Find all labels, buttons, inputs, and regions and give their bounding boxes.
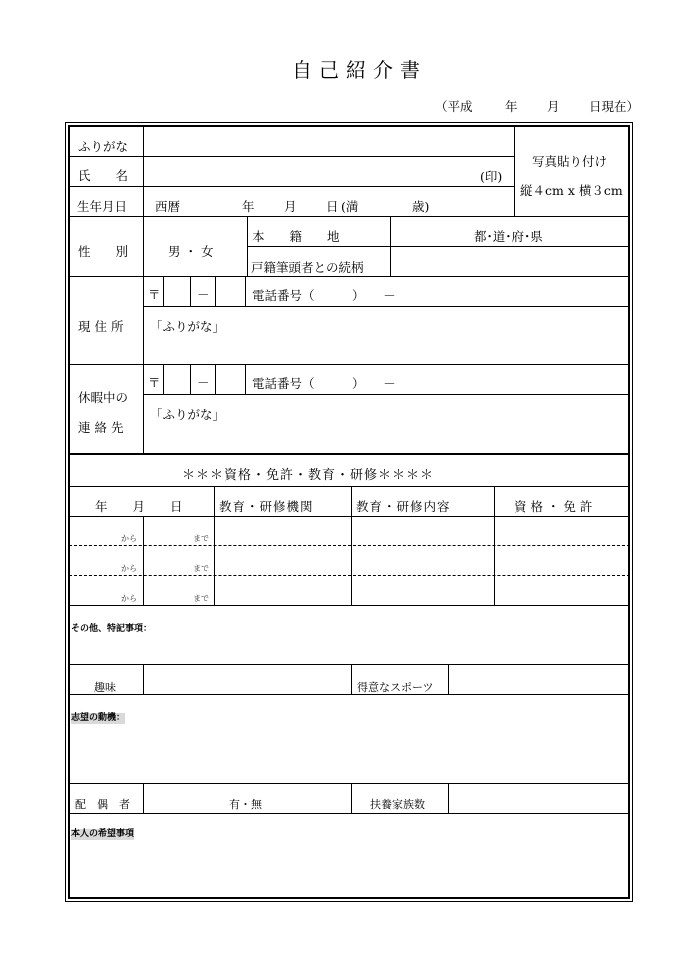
honseki-label: 本 籍 地 [252, 229, 340, 244]
col-license: 資 格 ・ 免 許 [514, 499, 593, 514]
wishes-field[interactable] [70, 845, 628, 897]
postal-mark: 〒 [148, 287, 161, 302]
row1-to: まで [193, 534, 209, 543]
col-content: 教育・研修内容 [356, 499, 451, 514]
row2-from: から [121, 564, 137, 573]
photo-size: 縦４cm x 横３cm [520, 183, 623, 198]
furigana-field[interactable] [145, 128, 512, 155]
qualifications-heading: ＊＊＊資格・免許・教育・研修＊＊＊＊ [182, 468, 435, 483]
address-furigana: 「ふりがな」 [150, 319, 226, 334]
seal-mark: (印) [480, 169, 503, 184]
spouse-label: 配 偶 者 [75, 798, 130, 811]
birth-day-unit: 日 [326, 199, 339, 214]
row3-to: まで [193, 594, 209, 603]
col-date: 年 月 日 [95, 499, 183, 514]
gender-options[interactable]: 男 ・ 女 [168, 244, 214, 259]
holiday-address-field[interactable] [145, 424, 628, 451]
relation-field[interactable] [392, 248, 628, 275]
birth-year-unit: 年 [242, 199, 255, 214]
photo-label: 写真貼り付け [532, 154, 608, 169]
row1-from: から [121, 534, 137, 543]
qualification-row[interactable] [70, 547, 628, 574]
prefecture-options[interactable]: 都･道･府･県 [474, 229, 543, 244]
holiday-label-line2: 連 絡 先 [78, 420, 124, 435]
motivation-label: 志望の動機： [71, 713, 126, 723]
age-close: 歳) [412, 199, 430, 214]
birth-era: 西暦 [155, 199, 181, 214]
holiday-phone-label[interactable]: 電話番号（ ） － [252, 376, 396, 391]
photo-box[interactable] [516, 128, 628, 214]
holiday-postal-dash: － [197, 375, 210, 390]
age-open: (満 [341, 199, 359, 214]
other-notes-label: その他、特記事項： [71, 624, 153, 634]
date-day: 日現在） [589, 99, 640, 114]
holiday-label-line1: 休暇中の [78, 390, 129, 405]
holiday-postal-field[interactable] [164, 366, 244, 393]
address-field[interactable] [145, 336, 628, 363]
motivation-field[interactable] [70, 728, 628, 781]
address-label: 現 住 所 [78, 319, 124, 334]
col-institution: 教育・研修機関 [219, 499, 314, 514]
qualification-row[interactable] [70, 577, 628, 604]
row3-from: から [121, 594, 137, 603]
spouse-options[interactable]: 有・無 [229, 798, 262, 811]
holiday-furigana: 「ふりがな」 [150, 407, 226, 422]
furigana-label: ふりがな [78, 139, 129, 154]
sports-label: 得意なスポーツ [357, 681, 434, 694]
other-notes-field[interactable] [70, 638, 628, 663]
date-month: 月 [547, 99, 560, 114]
name-label: 氏 名 [78, 168, 129, 183]
page-title: 自己紹介書 [292, 58, 427, 82]
relation-label: 戸籍筆頭者との続柄 [251, 260, 364, 275]
date-era: （平成 [435, 99, 473, 114]
dependents-label: 扶養家族数 [370, 798, 425, 811]
row2-to: まで [193, 564, 209, 573]
dependents-field[interactable] [450, 785, 628, 812]
date-year: 年 [505, 99, 518, 114]
postal-dash: － [197, 287, 210, 302]
hobby-label: 趣味 [94, 681, 116, 694]
holiday-postal-mark: 〒 [148, 375, 161, 390]
qualification-row[interactable] [70, 517, 628, 544]
postal-code-field[interactable] [164, 278, 244, 305]
birth-label: 生年月日 [77, 199, 128, 214]
name-field[interactable] [145, 158, 475, 185]
gender-label: 性 別 [78, 244, 129, 259]
hobby-field[interactable] [145, 666, 349, 693]
wishes-label: 本人の希望事項 [71, 829, 135, 839]
sports-field[interactable] [450, 666, 628, 693]
birth-month-unit: 月 [284, 199, 297, 214]
phone-label[interactable]: 電話番号（ ） － [252, 288, 396, 303]
